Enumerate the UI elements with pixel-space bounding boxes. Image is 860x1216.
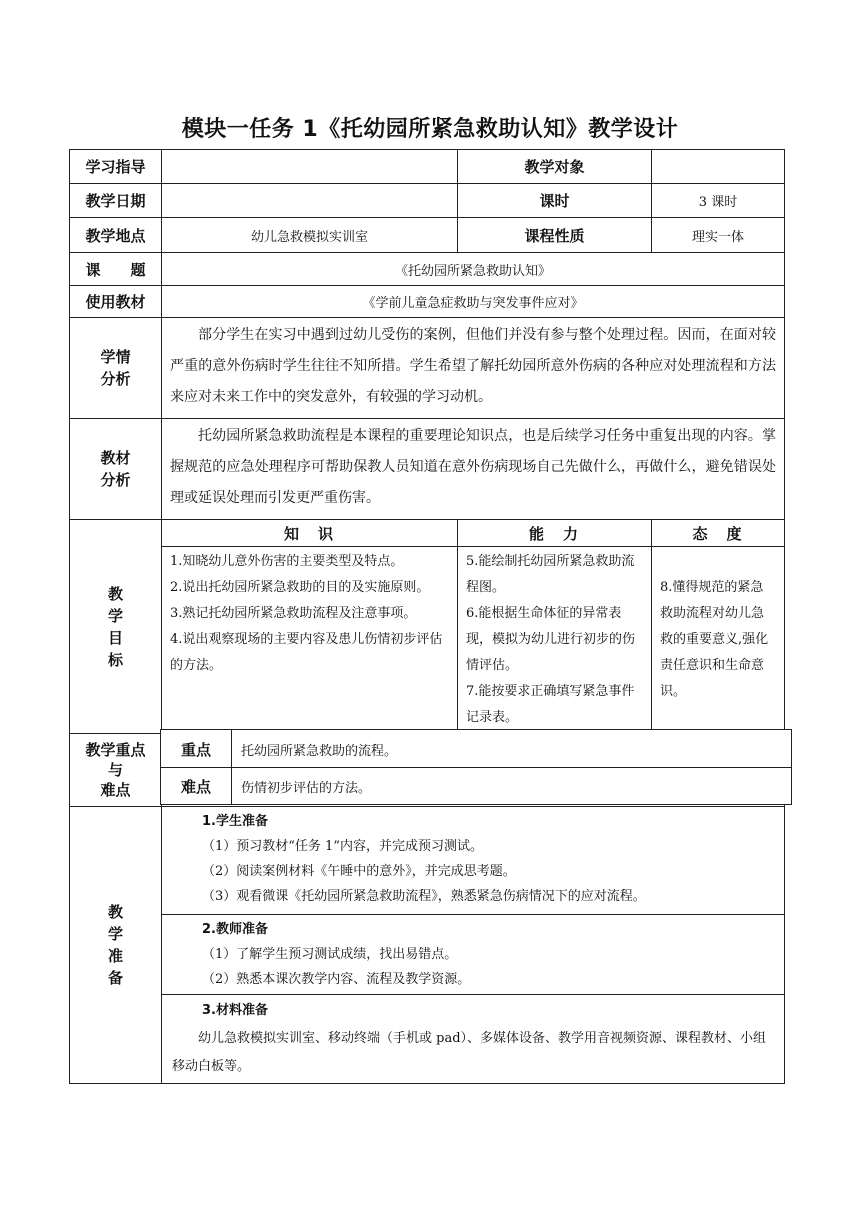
row-prep-student <box>70 807 785 915</box>
material-analysis-label: 教材 分析 <box>70 419 162 520</box>
row-goals-body <box>70 547 785 734</box>
material-prep-text: 幼儿急救模拟实训室、移动终端（手机或 pad）、多媒体设备、教学用音视频资源、课程教材、小组移动白板等。 <box>172 1031 767 1074</box>
attitude-goals: 8.懂得规范的紧急救助流程对幼儿急救的重要意义,强化责任意识和生命意识。 <box>652 547 785 734</box>
ability-header: 能 力 <box>458 520 652 547</box>
teacher-prep-title: 2.教师准备 <box>202 922 268 937</box>
target-label: 教学对象 <box>458 150 652 184</box>
place-value: 幼儿急救模拟实训室 <box>162 218 458 253</box>
lesson-plan-table <box>69 149 785 1084</box>
hours-value: 3 课时 <box>652 184 785 218</box>
knowledge-header: 知 识 <box>162 520 458 547</box>
row-material-analysis <box>70 419 785 520</box>
student-analysis-label: 学情 分析 <box>70 318 162 419</box>
knowledge-goals <box>162 547 458 734</box>
list-item: 2.说出托幼园所紧急救助的目的及实施原则。 <box>170 580 430 595</box>
row-guide <box>70 150 785 184</box>
topic-label: 课 题 <box>70 253 162 286</box>
keypoints-label: 教学重点 与 难点 <box>70 734 162 807</box>
list-item: 1.知晓幼儿意外伤害的主要类型及特点。 <box>170 554 404 569</box>
topic-value: 《托幼园所紧急救助认知》 <box>162 253 785 286</box>
list-item: （3）观看微课《托幼园所紧急救助流程》，熟悉紧急伤病情况下的应对流程。 <box>202 889 646 904</box>
preparation-label: 教 学 准 备 <box>70 807 162 1084</box>
row-goals-header <box>70 520 785 547</box>
list-item: （1）预习教材“任务 1”内容，并完成预习测试。 <box>202 839 483 854</box>
date-label: 教学日期 <box>70 184 162 218</box>
row-prep-teacher <box>70 915 785 995</box>
difficult-point-value: 伤情初步评估的方法。 <box>241 780 372 796</box>
textbook-value: 《学前儿童急症救助与突发事件应对》 <box>162 286 785 318</box>
list-item: （2）阅读案例材料《午睡中的意外》，并完成思考题。 <box>202 864 516 879</box>
difficult-point-row <box>160 767 792 805</box>
list-item: （2）熟悉本课次教学内容、流程及教学资源。 <box>202 972 471 987</box>
list-item: 6.能根据生命体征的异常表现，模拟为幼儿进行初步的伤情评估。 <box>466 606 636 673</box>
student-preparation <box>162 807 785 915</box>
key-point-label: 重点 <box>161 730 232 768</box>
textbook-label: 使用教材 <box>70 286 162 318</box>
row-place <box>70 218 785 253</box>
row-textbook <box>70 286 785 318</box>
date-value <box>162 184 458 218</box>
row-topic <box>70 253 785 286</box>
guide-label: 学习指导 <box>70 150 162 184</box>
guide-value <box>162 150 458 184</box>
list-item: 7.能按要求正确填写紧急事件记录表。 <box>466 684 635 725</box>
teacher-preparation <box>162 915 785 995</box>
difficult-point-label: 难点 <box>161 768 232 804</box>
key-point-row <box>160 729 792 769</box>
list-item: 4.说出观察现场的主要内容及患儿伤情初步评估的方法。 <box>170 632 443 673</box>
page-title: 模块一任务 1《托幼园所紧急救助认知》教学设计 <box>181 117 679 142</box>
row-date <box>70 184 785 218</box>
list-item: 5.能绘制托幼园所紧急救助流程图。 <box>466 554 635 595</box>
nature-value: 理实一体 <box>652 218 785 253</box>
row-prep-material <box>70 995 785 1084</box>
student-prep-title: 1.学生准备 <box>202 814 268 829</box>
hours-label: 课时 <box>458 184 652 218</box>
ability-goals <box>458 547 652 734</box>
nature-label: 课程性质 <box>458 218 652 253</box>
material-preparation <box>162 995 785 1084</box>
key-point-value: 托幼园所紧急救助的流程。 <box>241 743 398 759</box>
student-analysis-text: 部分学生在实习中遇到过幼儿受伤的案例，但他们并没有参与整个处理过程。因而，在面对较严重的意外伤病时学生往往不知所措。学生希望了解托幼园所意外伤病的各种应对处理流程和方法来应对未来工作中的突发意外，有较强的学习动机。 <box>162 318 785 419</box>
material-analysis-text: 托幼园所紧急救助流程是本课程的重要理论知识点，也是后续学习任务中重复出现的内容。掌握规范的应急处理程序可帮助保教人员知道在意外伤病现场自己先做什么，再做什么，避免错误处理或延误处理而引发更严重伤害。 <box>162 419 785 520</box>
goals-label: 教 学 目 标 <box>70 520 162 734</box>
target-value <box>652 150 785 184</box>
material-prep-title: 3.材料准备 <box>202 1003 268 1018</box>
attitude-header: 态 度 <box>652 520 785 547</box>
row-student-analysis <box>70 318 785 419</box>
list-item: （1）了解学生预习测试成绩，找出易错点。 <box>202 947 458 962</box>
place-label: 教学地点 <box>70 218 162 253</box>
list-item: 3.熟记托幼园所紧急救助流程及注意事项。 <box>170 606 417 621</box>
